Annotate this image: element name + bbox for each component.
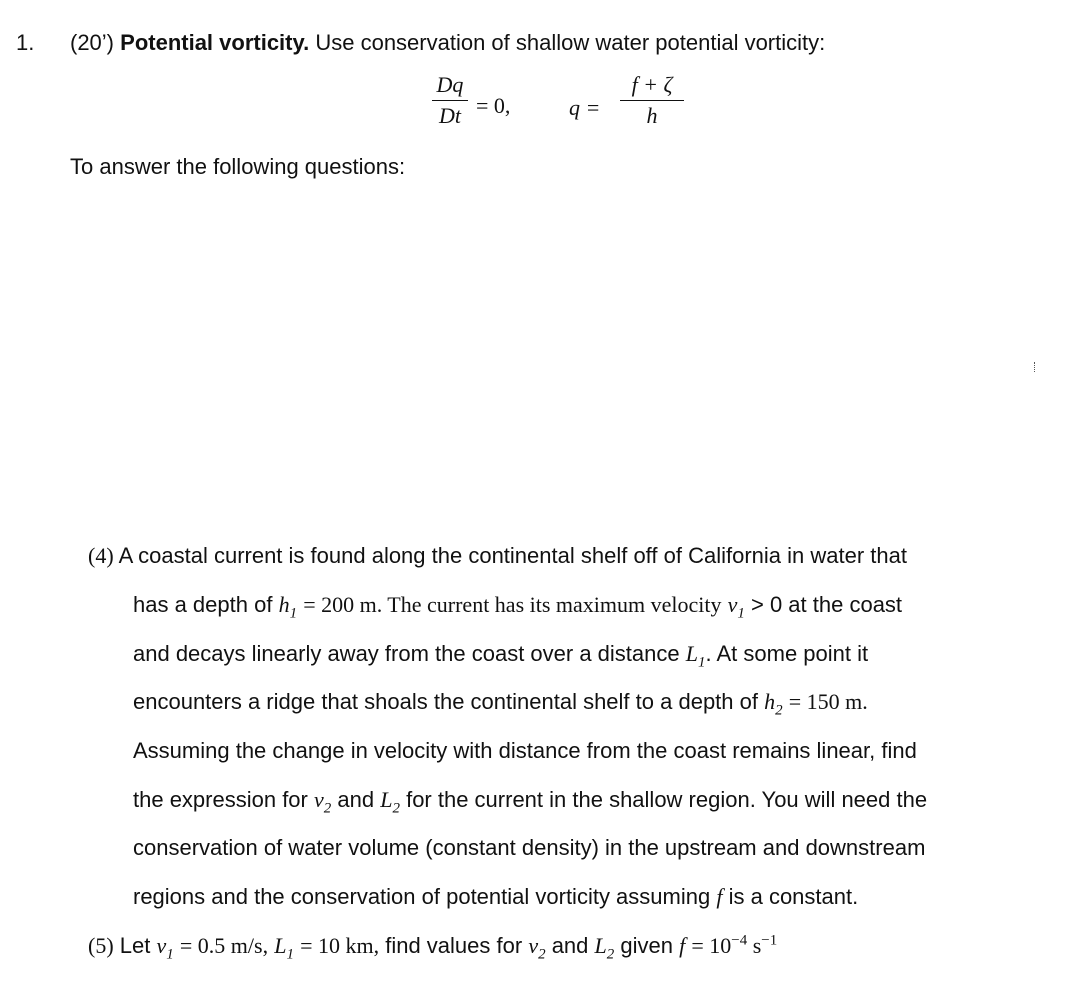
question-header [70, 30, 825, 56]
part4-label: (4) [88, 543, 114, 568]
question-number: 1. [16, 30, 35, 55]
part4-line7: conservation of water volume (constant density) in the upstream and downstream [133, 835, 926, 860]
f-symbol: f [716, 884, 723, 909]
part5-label: (5) [88, 933, 114, 958]
eq2-numerator: f + ζ [631, 72, 673, 97]
part4-line8: regions and the conservation of potential vorticity assuming f is a constant. [133, 884, 859, 909]
p5-L1-symbol: $L_1$ [274, 933, 294, 963]
eq1-rhs: = 0, [476, 93, 511, 118]
question-points: (20’) [70, 30, 115, 55]
p5-f-symbol: f [679, 933, 686, 958]
question-intro: Use conservation of shallow water potential vorticity: [315, 30, 826, 55]
p5-L2-symbol: $L_2$ [594, 933, 615, 963]
question-title: Potential vorticity. [120, 30, 310, 55]
eq2-denominator: h [646, 103, 658, 128]
v1-symbol: $v_1$ [727, 592, 745, 622]
cursor-marker [1034, 362, 1037, 372]
h1-symbol: $h_1$ [278, 592, 298, 622]
L1-symbol: $L_1$ [685, 641, 706, 671]
eq1-numerator: Dq [436, 72, 464, 97]
eq2-fraction [620, 73, 684, 128]
part4-line3: and decays linearly away from the coast over a distance $L_1$. At some point it [133, 641, 869, 671]
v2-symbol: $v_2$ [314, 787, 332, 817]
h2-symbol: $h_2$ [764, 689, 783, 719]
eq2-lhs: q = [569, 95, 601, 120]
part4-line4: encounters a ridge that shoals the continental shelf to a depth of $h_2 = 150$ m. [133, 689, 868, 719]
part4-line5: Assuming the change in velocity with distance from the coast remains linear, find [133, 738, 917, 763]
L2-symbol: $L_2$ [380, 787, 400, 817]
part4-line6: the expression for $v_2$ and $L_2$ for the current in the shallow region. You will need the [133, 787, 928, 817]
eq1-fraction [432, 73, 468, 128]
p5-f-value: = $10^{-4}$ $s^{-1}$ [691, 932, 778, 958]
part4-line2: has a depth of $h_1 = 200$ m. The current has its maximum velocity $v_1 > 0$ at the coast [133, 592, 903, 622]
eq1-denominator: Dt [439, 103, 461, 128]
p5-v1-symbol: $v_1$ [156, 933, 174, 963]
part5-line: (5) Let $v_1 = 0.5$ m/s, $L_1 = 10$ km, find values for $v_2$ and $L_2$ given $f = 10^{-4}$ $s^{-1}$ [88, 932, 778, 963]
p5-v2-symbol: $v_2$ [528, 933, 546, 963]
lead-text: To answer the following questions: [70, 154, 406, 179]
part4-line1: (4) A coastal current is found along the continental shelf off of California in water that [88, 543, 907, 568]
